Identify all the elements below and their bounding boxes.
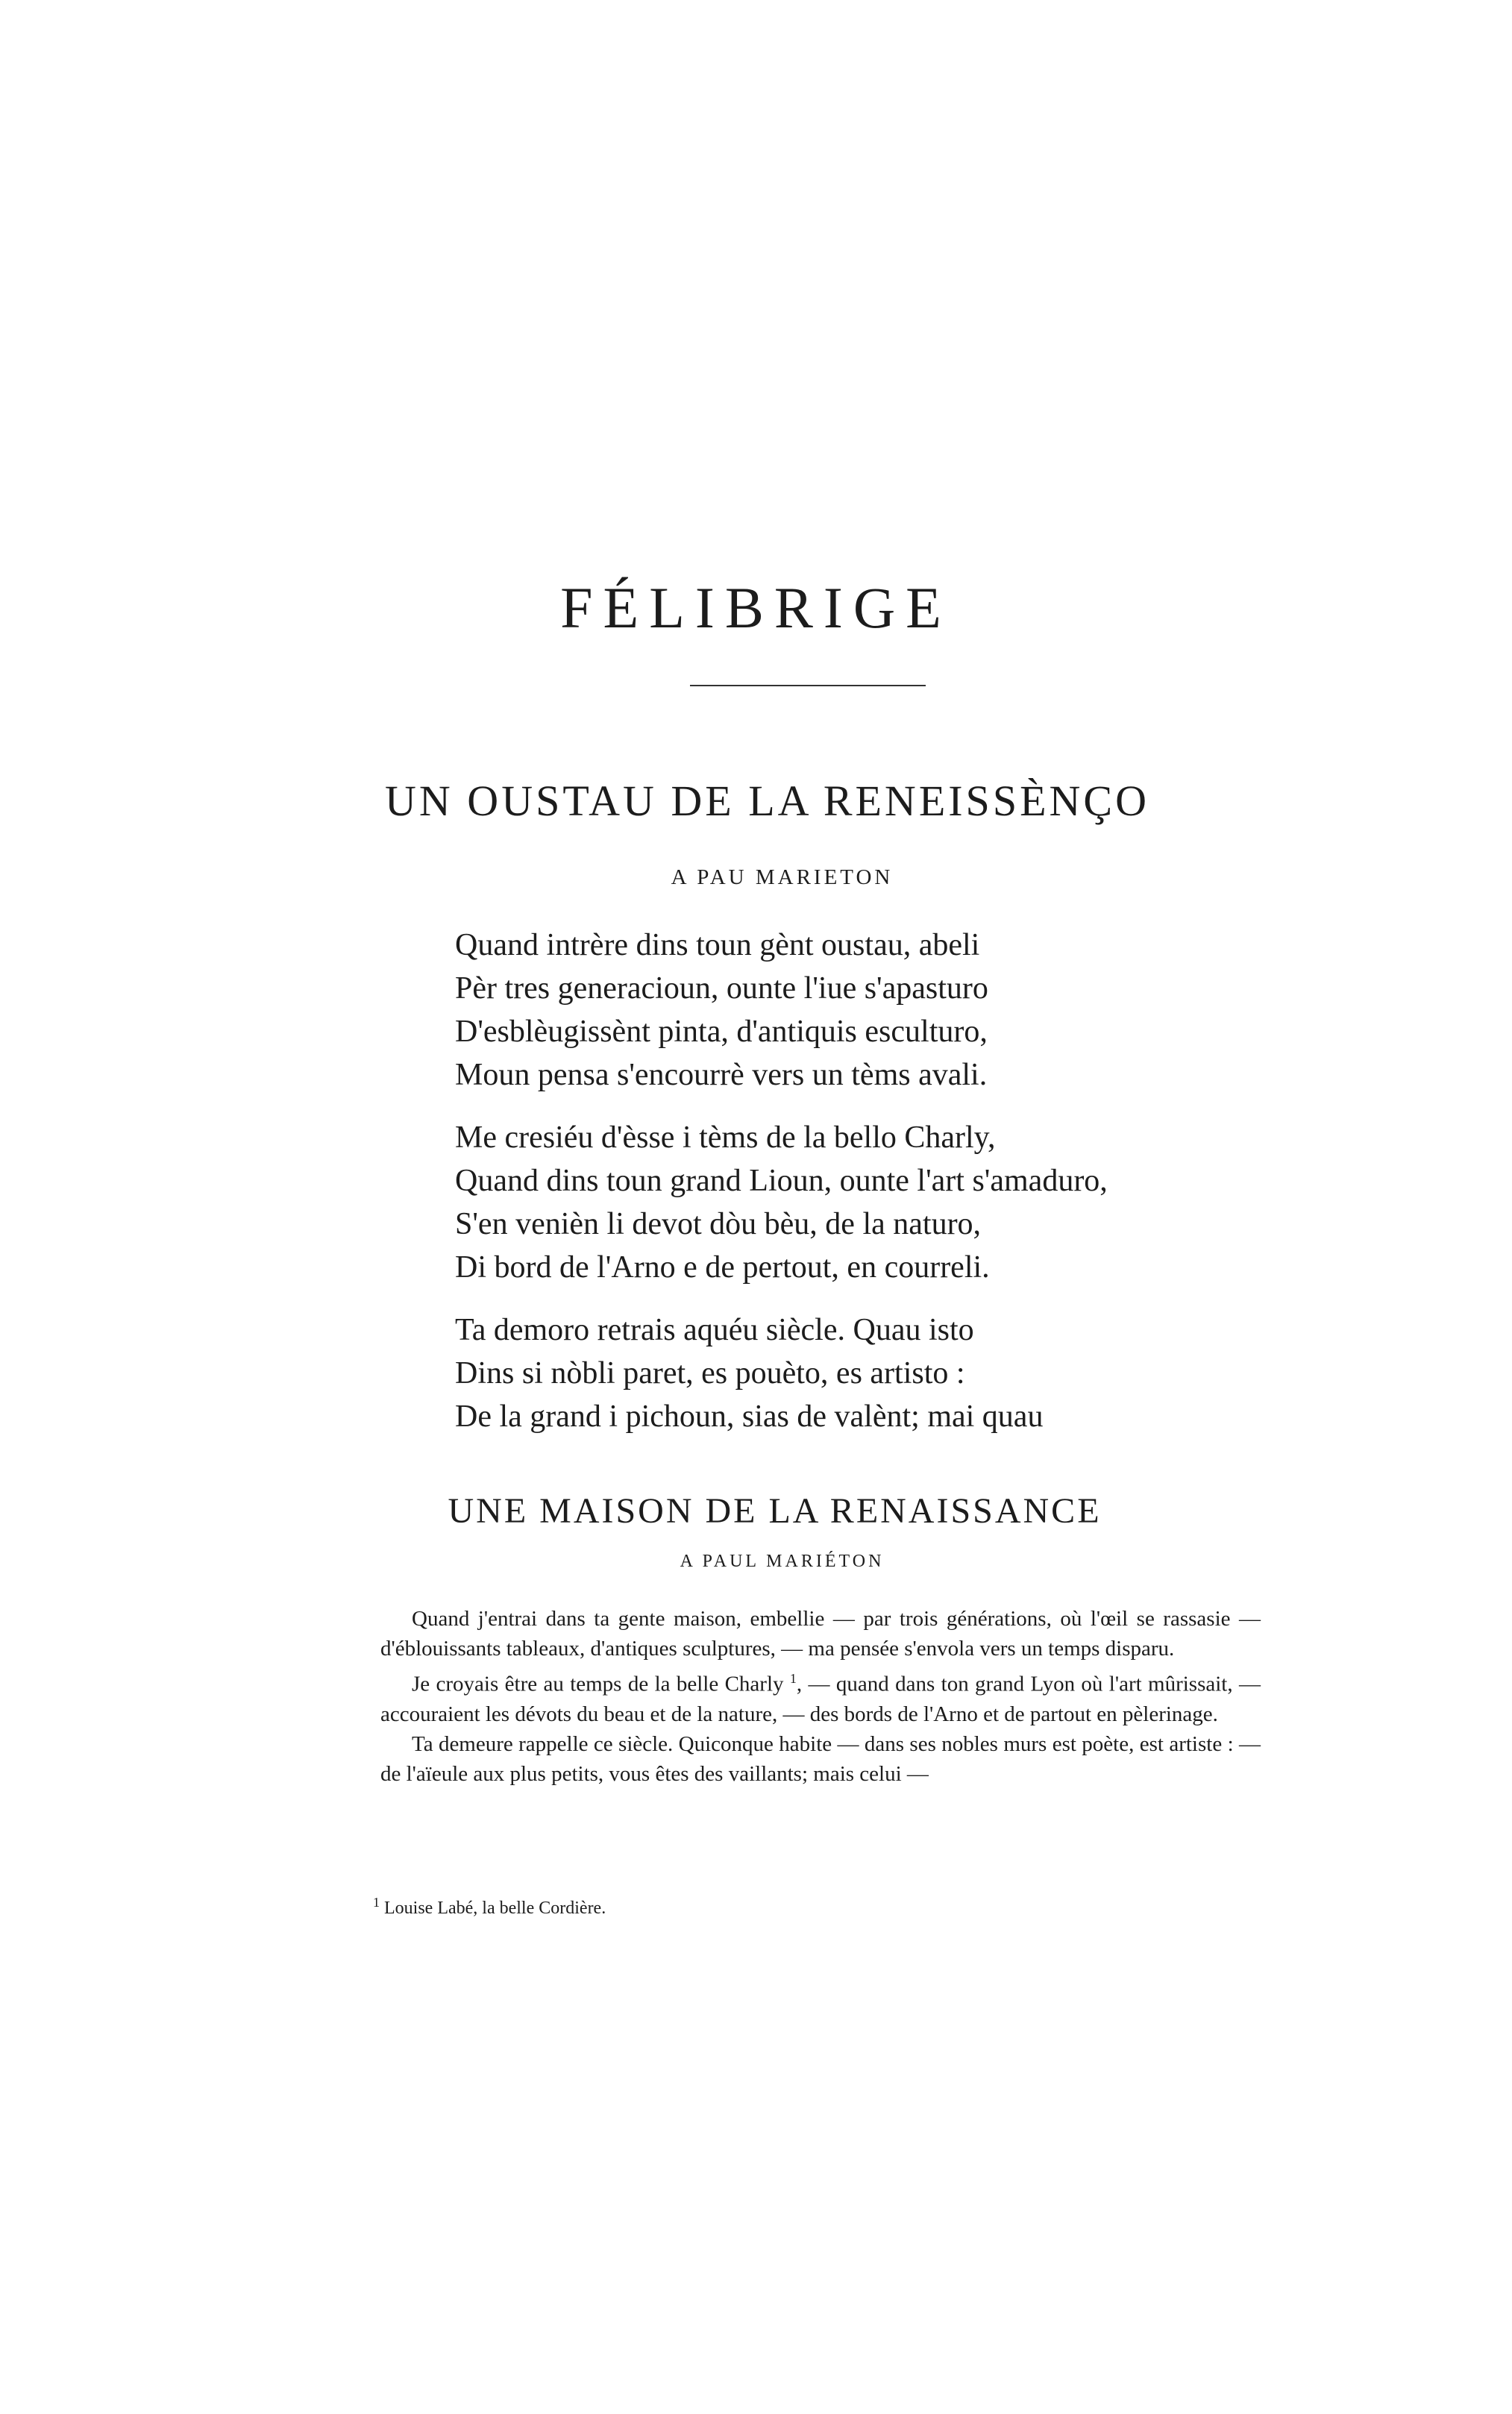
verse-line: Pèr tres generacioun, ounte l'iue s'apasturo — [455, 971, 988, 1006]
footnote — [373, 1895, 606, 1919]
stanza-3 — [455, 1308, 1276, 1438]
verse-line: Moun pensa s'encourrè vers un tèms avali. — [455, 1058, 988, 1092]
verse-line: Me cresiéu d'èsse i tèms de la bello Charly, — [455, 1120, 996, 1155]
poem-provencal — [455, 924, 1276, 1458]
footnote-text: Louise Labé, la belle Cordière. — [380, 1899, 606, 1918]
dedication-french: A PAUL MARIÉTON — [680, 1552, 885, 1571]
poem-title-provencal: UN OUSTAU DE LA RENEISSÈNÇO — [385, 777, 1149, 825]
title-divider — [690, 685, 926, 686]
prose-text: , — quand dans ton grand Lyon où l'art mûrissait, — accouraient les dévots du beau et de la nature, — des bords de l'Arno et de partout en pèlerinage. — [380, 1672, 1261, 1726]
translation-prose — [380, 1604, 1261, 1789]
section-title: FÉLIBRIGE — [560, 575, 952, 640]
stanza-1 — [455, 924, 1276, 1097]
prose-paragraph-2 — [380, 1664, 1261, 1729]
verse-line: De la grand i pichoun, sias de valènt; mai quau — [455, 1399, 1044, 1434]
verse-line: Ta demoro retrais aquéu siècle. Quau isto — [455, 1313, 974, 1347]
prose-paragraph-3: Ta demeure rappelle ce siècle. Quiconque habite — dans ses nobles murs est poète, est artiste : — de l'aïeule aux plus petits, vous êtes des vaillants; mais celui — — [380, 1731, 1261, 1786]
footnote-marker: 1 — [373, 1895, 380, 1910]
verse-line: S'en venièn li devot dòu bèu, de la naturo, — [455, 1207, 982, 1241]
prose-text: Je croyais être au temps de la belle Charly — [412, 1672, 790, 1696]
verse-line: D'esblèugissènt pinta, d'antiquis esculturo, — [455, 1015, 988, 1049]
prose-paragraph-1: Quand j'entrai dans ta gente maison, embellie — par trois générations, où l'œil se rassasie — d'éblouissants tableaux, d'antiques sculptures, — ma pensée s'envola vers un temps disparu. — [380, 1607, 1261, 1661]
translation-title: UNE MAISON DE LA RENAISSANCE — [448, 1491, 1102, 1531]
verse-line: Di bord de l'Arno e de pertout, en courreli. — [455, 1250, 990, 1285]
stanza-2 — [455, 1116, 1276, 1289]
footnote-reference[interactable]: 1 — [789, 1671, 797, 1686]
verse-line: Quand intrère dins toun gènt oustau, abeli — [455, 928, 980, 962]
verse-line: Quand dins toun grand Lioun, ounte l'art s'amaduro, — [455, 1164, 1108, 1198]
dedication-provencal: A PAU MARIETON — [671, 865, 894, 889]
verse-line: Dins si nòbli paret, es pouèto, es artisto : — [455, 1356, 965, 1391]
